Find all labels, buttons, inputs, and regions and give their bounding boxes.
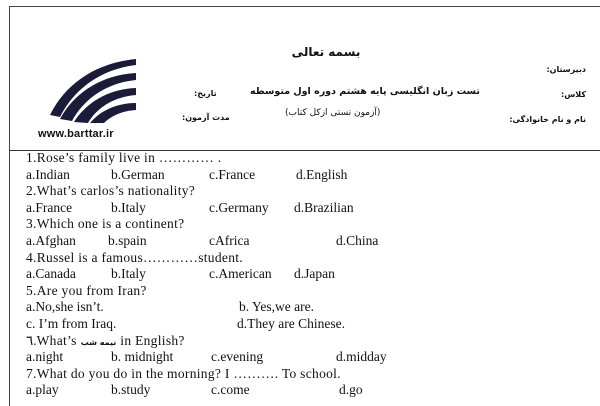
barttar-logo-icon [46, 53, 138, 123]
option-a: a.Canada [26, 266, 76, 282]
school-label: دبیرستان: [546, 65, 586, 74]
option-a: a.Afghan [26, 232, 76, 248]
option-c: c.evening [211, 349, 264, 365]
option-d: d.They are Chinese. [237, 315, 345, 331]
question-6-persian-word: نیمه شب [80, 337, 117, 347]
options-5a [26, 299, 586, 316]
question-1: 1.Rose’s family live in ………… . [26, 150, 222, 165]
student-name-label: نام و نام خانوادگی: [509, 115, 586, 124]
option-d: d.English [296, 166, 348, 182]
option-b: b.spain [108, 232, 147, 248]
question-2: 2.What’s carlos’s nationality? [26, 183, 196, 199]
date-label: تاریخ: [194, 89, 217, 98]
option-a: a.France [26, 199, 73, 215]
option-d: d.Brazilian [294, 199, 354, 215]
duration-label: مدت آزمون: [182, 113, 230, 122]
options-3 [26, 233, 586, 250]
option-a: a.No,she isn’t. [26, 299, 104, 315]
option-c: c.come [211, 382, 250, 398]
option-b: b.German [111, 166, 165, 182]
option-b: b. Yes,we are. [239, 299, 314, 315]
option-c: c. I’m from Iraq. [26, 315, 117, 331]
class-label: کلاس: [561, 90, 586, 99]
question-6-end: in English? [120, 332, 185, 348]
exam-title: تست زبان انگلیسی پایه هشتم دوره اول متوسطه [250, 86, 480, 97]
option-b: b.Italy [111, 199, 146, 215]
bismillah-heading: بسمه تعالی [291, 45, 361, 59]
option-c: c.Germany [209, 199, 269, 215]
option-d: d.go [339, 382, 363, 398]
options-7 [26, 382, 586, 399]
question-5: 5.Are you from Iran? [26, 282, 147, 298]
exam-subtitle: (آزمون تستی ازکل کتاب) [285, 108, 381, 118]
options-5b [26, 316, 586, 333]
option-d: d.midday [336, 349, 387, 365]
option-d: d.China [336, 232, 379, 248]
option-b: b.study [111, 382, 151, 398]
question-4: 4.Russel is a famous…………student. [26, 249, 243, 265]
option-c: c.American [209, 266, 272, 282]
question-6 [26, 333, 586, 350]
website-url: www.barttar.ir [38, 128, 114, 140]
option-a: a.play [26, 382, 59, 398]
options-6 [26, 349, 586, 366]
option-c: c.France [209, 166, 256, 182]
option-b: b. midnight [111, 349, 174, 365]
question-6-start: ٦.What’s [26, 332, 77, 348]
option-d: d.Japan [294, 266, 335, 282]
option-c: cAfrica [209, 232, 250, 248]
options-4 [26, 266, 586, 283]
option-b: b.Italy [111, 266, 146, 282]
question-3: 3.Which one is a continent? [26, 216, 185, 232]
option-a: a.night [26, 349, 64, 365]
options-2 [26, 200, 586, 217]
exam-header [10, 7, 600, 151]
question-list [26, 150, 586, 399]
options-1 [26, 167, 586, 184]
option-a: a.Indian [26, 166, 70, 182]
question-7: 7.What do you do in the morning? I ………. To school. [26, 365, 341, 381]
